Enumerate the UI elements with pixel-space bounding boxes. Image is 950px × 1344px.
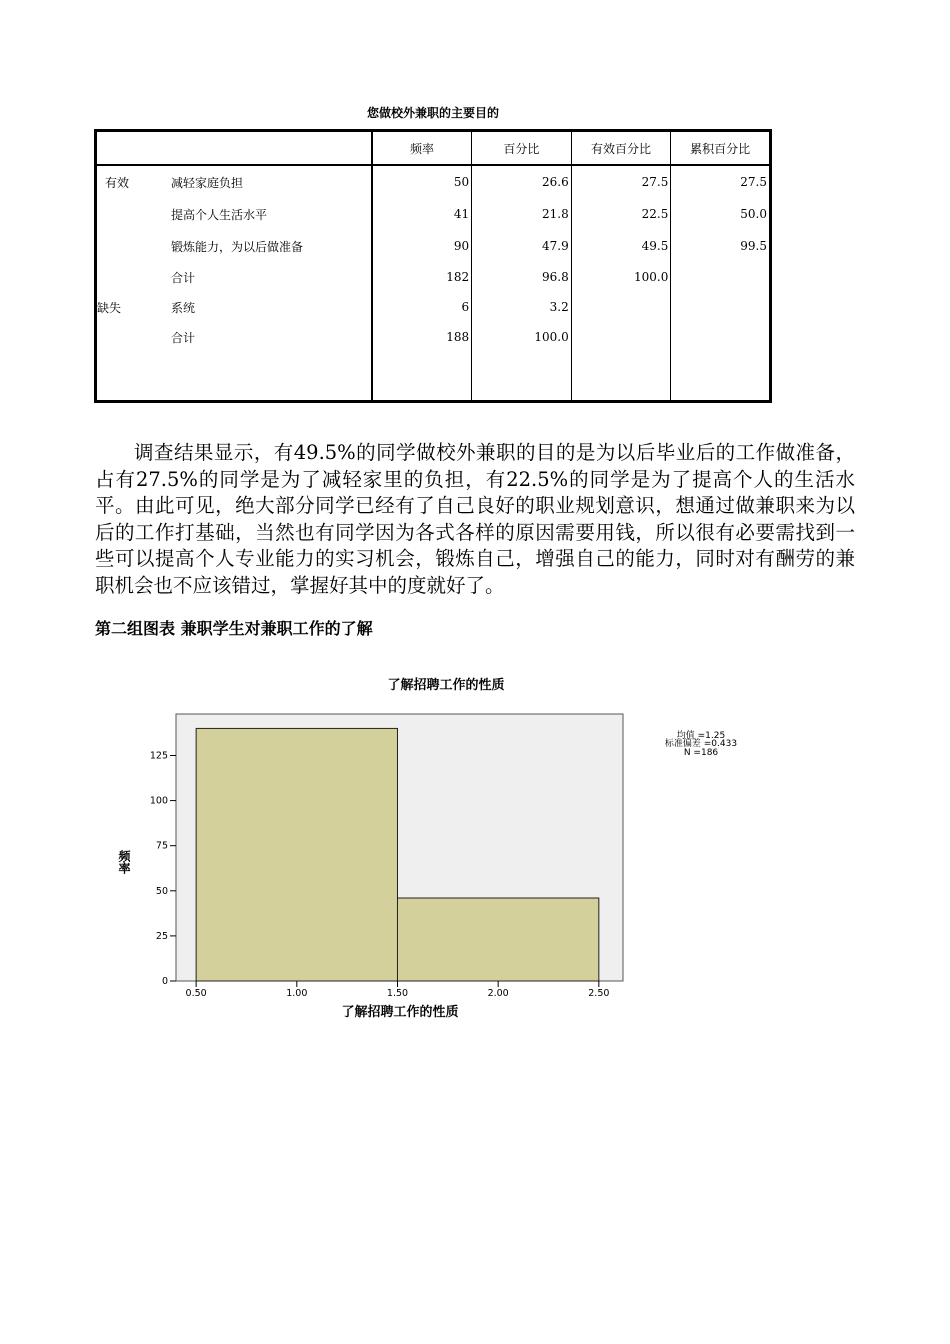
cell-freq: 188: [372, 322, 472, 352]
cell-percent: 3.2: [472, 292, 572, 322]
cell-valid-percent: 49.5: [571, 230, 671, 262]
row-group: [96, 322, 170, 352]
histogram-chart: [110, 665, 770, 1030]
row-label: 合计: [171, 330, 196, 345]
row-label: 合计: [171, 270, 196, 285]
cell-cumulative-percent: 99.5: [671, 230, 771, 262]
cell-cumulative-percent: [671, 292, 771, 322]
x-axis-label: 了解招聘工作的性质: [341, 1005, 459, 1020]
table-spacer-row: [96, 352, 771, 402]
cell-cumulative-percent: 27.5: [671, 165, 771, 198]
header-valid-percent: 有效百分比: [571, 131, 671, 166]
cell-cumulative-percent: 50.0: [671, 198, 771, 230]
x-tick-label: 1.50: [386, 988, 409, 999]
table-row: [96, 292, 771, 322]
cell-valid-percent: [571, 292, 671, 322]
cell-valid-percent: 100.0: [571, 262, 671, 292]
x-tick-label: 1.00: [286, 988, 308, 999]
paragraph: 调查结果显示，有49.5%的同学做校外兼职的目的是为以后毕业后的工作做准备，占有27.5%的同学是为了减轻家里的负担，有22.5%的同学是为了提高个人的生活水平。由此可见，绝大部分同学已经有了自己良好的职业规划意识，想通过做兼职来为以后的工作打基础，当然也有同学因为各式各样的原因需要用钱，所以很有必要需找到一些可以提高个人专业能力的实习机会，锻炼自己，增强自己的能力，同时对有酬劳的兼职机会也不应该错过，掌握好其中的度就好了。: [95, 441, 855, 597]
y-tick-label: 75: [155, 840, 168, 852]
row-label: 系统: [171, 300, 196, 315]
section-heading: 第二组图表 兼职学生对兼职工作的了解: [95, 619, 373, 638]
row-group: 缺失: [97, 300, 122, 315]
frequency-table: [94, 129, 772, 403]
x-tick-label: 2.50: [588, 988, 610, 999]
y-axis-label: 频率: [117, 850, 131, 874]
stat-std: 标准偏差 =0.433: [664, 739, 738, 749]
row-group: [96, 262, 170, 292]
header-freq: 频率: [372, 131, 472, 166]
y-tick-label: 100: [149, 795, 168, 807]
cell-percent: 26.6: [472, 165, 572, 198]
table-row: [96, 262, 771, 292]
cell-freq: 6: [372, 292, 472, 322]
table-row: [96, 230, 771, 262]
cell-valid-percent: 27.5: [571, 165, 671, 198]
cell-percent: 21.8: [472, 198, 572, 230]
cell-percent: 96.8: [472, 262, 572, 292]
table-row: [96, 198, 771, 230]
stat-mean: 均值 =1.25: [676, 731, 726, 741]
cell-freq: 41: [372, 198, 472, 230]
row-label: 减轻家庭负担: [171, 175, 244, 190]
header-blank: [169, 131, 372, 166]
cell-percent: 100.0: [472, 322, 572, 352]
table-title: 您做校外兼职的主要目的: [366, 106, 499, 120]
cell-freq: 50: [372, 165, 472, 198]
header-percent: 百分比: [472, 131, 572, 166]
row-label: 提高个人生活水平: [171, 207, 268, 222]
header-blank: [96, 131, 170, 166]
histogram-bar-2: [397, 898, 598, 981]
row-group: [96, 198, 170, 230]
cell-freq: 182: [372, 262, 472, 292]
chart-title: 了解招聘工作的性质: [387, 678, 505, 693]
x-tick-label: 2.00: [487, 988, 509, 999]
x-tick-label: 0.50: [185, 988, 207, 999]
cell-cumulative-percent: [671, 322, 771, 352]
table-row: [96, 322, 771, 352]
stat-n: N =186: [683, 748, 719, 758]
histogram-bar-1: [196, 728, 397, 981]
y-tick-label: 125: [149, 750, 168, 762]
table-header-row: [96, 131, 771, 166]
row-group: [96, 230, 170, 262]
cell-cumulative-percent: [671, 262, 771, 292]
cell-valid-percent: 22.5: [571, 198, 671, 230]
header-cumulative-percent: 累积百分比: [671, 131, 771, 166]
y-tick-label: 0: [161, 976, 168, 987]
body-text: [95, 440, 855, 599]
cell-percent: 47.9: [472, 230, 572, 262]
row-label: 锻炼能力，为以后做准备: [171, 239, 304, 254]
table-row: [96, 165, 771, 198]
row-group: 有效: [105, 175, 130, 190]
y-tick-label: 25: [155, 930, 168, 942]
y-tick-label: 50: [155, 885, 168, 897]
cell-valid-percent: [571, 322, 671, 352]
cell-freq: 90: [372, 230, 472, 262]
